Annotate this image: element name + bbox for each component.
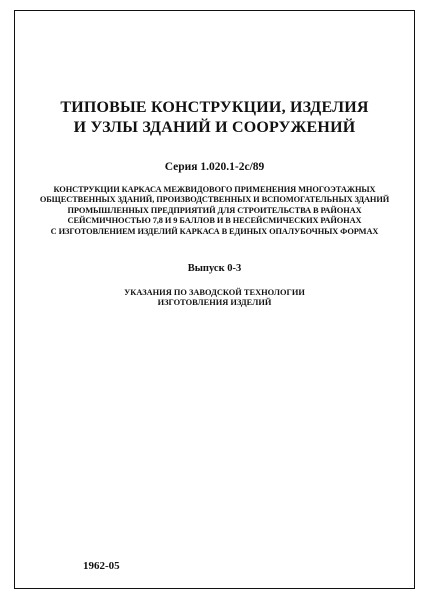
subtitle-line-2: ИЗГОТОВЛЕНИЯ ИЗДЕЛИЙ xyxy=(157,298,272,308)
subtitle-block xyxy=(14,288,415,309)
document-title xyxy=(14,98,415,138)
title-line-2: И УЗЛЫ ЗДАНИЙ И СООРУЖЕНИЙ xyxy=(73,119,356,136)
description-block xyxy=(14,185,415,237)
title-line-1: ТИПОВЫЕ КОНСТРУКЦИИ, ИЗДЕЛИЯ xyxy=(60,99,369,116)
description-line-4: СЕЙСМИЧНОСТЬЮ 7,8 И 9 БАЛЛОВ И В НЕСЕЙСМИЧЕСКИХ РАЙОНАХ xyxy=(67,216,362,226)
document-code: 1962-05 xyxy=(83,560,120,572)
description-line-2: ОБЩЕСТВЕННЫХ ЗДАНИЙ, ПРОИЗВОДСТВЕННЫХ И ВСПОМОГАТЕЛЬНЫХ ЗДАНИЙ xyxy=(39,195,390,205)
description-line-1: КОНСТРУКЦИИ КАРКАСА МЕЖВИДОВОГО ПРИМЕНЕНИЯ МНОГОЭТАЖНЫХ xyxy=(53,185,376,194)
issue-label: Выпуск 0-3 xyxy=(187,263,242,274)
subtitle-line-1: УКАЗАНИЯ ПО ЗАВОДСКОЙ ТЕХНОЛОГИИ xyxy=(124,288,305,297)
description-line-3: ПРОМЫШЛЕННЫХ ПРЕДПРИЯТИЙ ДЛЯ СТРОИТЕЛЬСТВА В РАЙОНАХ xyxy=(67,205,362,215)
series-label: Серия 1.020.1-2с/89 xyxy=(164,161,265,173)
description-line-5: С ИЗГОТОВЛЕНИЕМ ИЗДЕЛИЙ КАРКАСА В ЕДИНЫХ ОПАЛУБОЧНЫХ ФОРМАХ xyxy=(50,226,379,236)
